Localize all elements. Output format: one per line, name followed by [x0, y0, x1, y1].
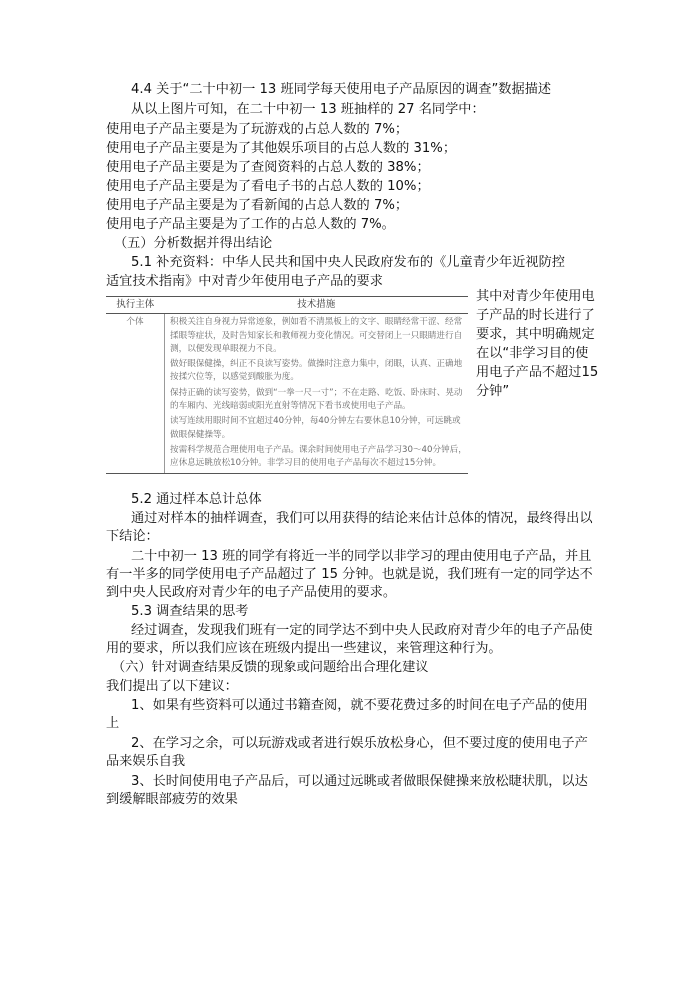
- section-4-4-intro: 从以上图片可知，在二十中初一 13 班抽样的 27 名同学中：: [131, 102, 485, 117]
- section-6-intro: 我们提出了以下建议：: [106, 679, 238, 694]
- table-cell-measures: [165, 314, 469, 473]
- section-6-heading: （六）针对调查结果反馈的现象或问题给出合理化建议: [112, 660, 429, 675]
- table-row: [106, 314, 468, 473]
- measure-item: 按需科学规范合理使用电子产品。课余时间使用电子产品学习30～40分钟后，应休息远眺放松10分钟。非学习目的使用电子产品每次不超过15分钟。: [170, 444, 467, 469]
- section-5-2-paragraph: 通过对样本的抽样调查，我们可以用获得的结论来估计总体的情况，最终得出以下结论：: [106, 511, 593, 544]
- measure-item: 保持正确的读写姿势，做到“一拳一尺一寸”；不在走路、吃饭、卧床时、晃动的车厢内、光线暗弱或阳光直射等情况下看书或使用电子产品。: [170, 387, 463, 412]
- section-5-1-heading: 5.1 补充资料：中华人民共和国中央人民政府发布的《儿童青少年近视防控: [131, 255, 565, 270]
- section-4-4-heading: 4.4 关于“二十中初一 13 班同学每天使用电子产品原因的调查”数据描述: [131, 82, 552, 97]
- suggestion-item: 1、如果有些资料可以通过书籍查阅，就不要花费过多的时间在电子产品的使用上: [106, 698, 588, 731]
- section-5-1-heading-cont: 适宜技术指南》中对青少年使用电子产品的要求: [106, 274, 383, 289]
- suggestion-item: 3、长时间使用电子产品后，可以通过远眺或者做眼保健操来放松睫状肌，以达到缓解眼部疲劳的效果: [106, 774, 588, 807]
- data-item: 使用电子产品主要是为了玩游戏的占总人数的 7%；: [106, 122, 409, 137]
- section-5-2-heading: 5.2 通过样本总计总体: [131, 492, 262, 507]
- suggestion-item: 2、在学习之余，可以玩游戏或者进行娱乐放松身心，但不要过度的使用电子产品来娱乐自我: [106, 736, 588, 769]
- technical-measures-table: [106, 296, 468, 474]
- measure-item: 读写连续用眼时间不宜超过40分钟，每40分钟左右要休息10分钟，可远眺或做眼保健操等。: [170, 416, 461, 440]
- data-item: 使用电子产品主要是为了看电子书的占总人数的 10%；: [106, 179, 430, 194]
- table-cell-subject: 个体: [106, 314, 165, 473]
- data-item: 使用电子产品主要是为了看新闻的占总人数的 7%；: [106, 198, 409, 213]
- data-item: 使用电子产品主要是为了其他娱乐项目的占总人数的 31%；: [106, 141, 457, 156]
- data-item: 使用电子产品主要是为了工作的占总人数的 7%。: [106, 217, 395, 232]
- side-note: 其中对青少年使用电子产品的时长进行了要求，其中明确规定在以“非学习目的使用电子产品不超过15 分钟”: [476, 289, 599, 399]
- section-5-heading: （五）分析数据并得出结论: [114, 236, 273, 251]
- section-5-3-paragraph: 经过调查，发现我们班有一定的同学达不到中央人民政府对青少年的电子产品使用的要求，所以我们应该在班级内提出一些建议，来管理这种行为。: [106, 623, 593, 656]
- section-5-3-heading: 5.3 调查结果的思考: [131, 604, 249, 619]
- measure-item: 积极关注自身视力异常迹象，例如看不清黑板上的文字、眼睛经常干涩、经常揉眼等症状，及时告知家长和教师视力变化情况。可交替闭上一只眼睛进行自测，以便发现单眼视力不良。: [170, 317, 463, 354]
- measure-item: 做好眼保健操，纠正不良读写姿势。做操时注意力集中，闭眼，认真、正确地按揉穴位等，以感觉到酸胀为度。: [170, 359, 463, 383]
- data-item: 使用电子产品主要是为了查阅资料的占总人数的 38%；: [106, 160, 430, 175]
- table-header-measures: 技术措施: [165, 297, 469, 314]
- table-header-subject: 执行主体: [106, 297, 165, 314]
- section-5-2-conclusion: 二十中初一 13 班的同学有将近一半的同学以非学习的理由使用电子产品，并且有一半多的同学使用电子产品超过了 15 分钟。也就是说，我们班有一定的同学达不到中央人民政府对青少年的电子产品使用的要求。: [106, 549, 593, 600]
